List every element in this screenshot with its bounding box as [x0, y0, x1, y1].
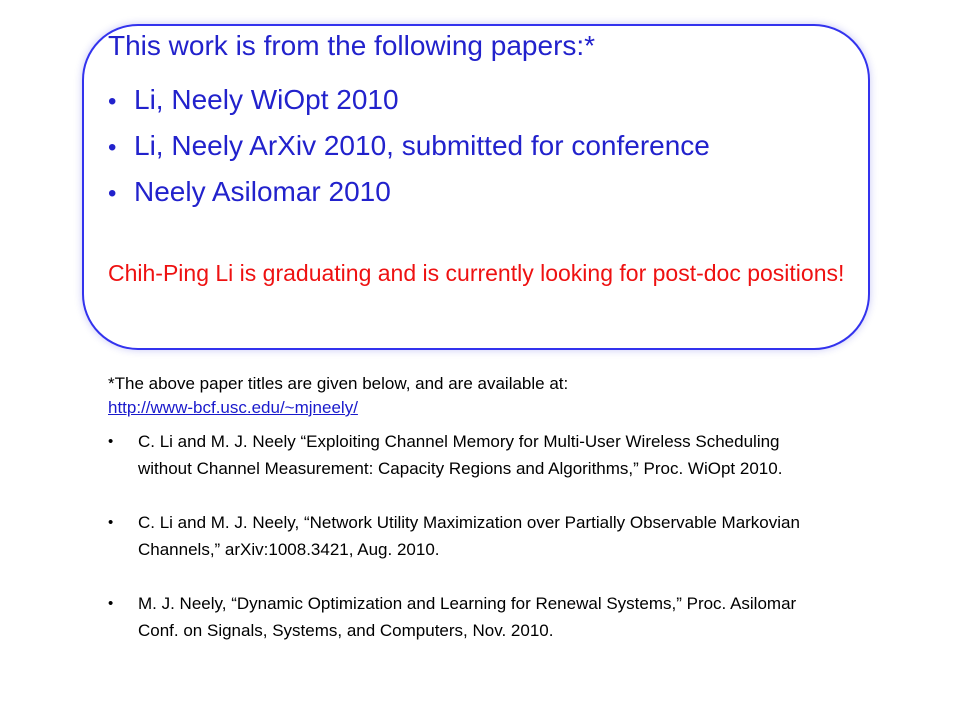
reference-text: C. Li and M. J. Neely “Exploiting Channel Memory for Multi-User Wireless Scheduling without Channel Measurement: Capacity Regions and Algorithms,” Proc. WiOpt 2010.: [138, 432, 783, 478]
footnote: [108, 372, 888, 420]
bullet-icon: •: [108, 180, 117, 207]
reference-item: [108, 509, 828, 563]
paper-item-label: Li, Neely WiOpt 2010: [134, 84, 399, 115]
graduation-notice: Chih-Ping Li is graduating and is currently looking for post-doc positions!: [108, 260, 845, 286]
reference-list: [108, 428, 828, 671]
paper-item-label: Neely Asilomar 2010: [134, 176, 391, 207]
paper-item: [108, 170, 710, 216]
bullet-icon: •: [108, 88, 117, 115]
reference-item: [108, 428, 828, 482]
footnote-text: *The above paper titles are given below, and are available at:: [108, 374, 569, 393]
reference-text: M. J. Neely, “Dynamic Optimization and Learning for Renewal Systems,” Proc. Asilomar Conf. on Signals, Systems, and Computers, Nov. 2010.: [138, 594, 797, 640]
reference-text: C. Li and M. J. Neely, “Network Utility Maximization over Partially Observable Markovian Channels,” arXiv:1008.3421, Aug. 2010.: [138, 513, 800, 559]
paper-item: [108, 124, 710, 170]
box-heading: This work is from the following papers:*: [108, 30, 596, 61]
reference-item: [108, 590, 828, 644]
bullet-icon: •: [108, 433, 114, 450]
bullet-icon: •: [108, 514, 114, 531]
paper-item: [108, 78, 710, 124]
homepage-link[interactable]: http://www-bcf.usc.edu/~mjneely/: [108, 398, 358, 417]
bullet-icon: •: [108, 595, 114, 612]
paper-item-label: Li, Neely ArXiv 2010, submitted for conference: [134, 130, 710, 161]
paper-list: [108, 78, 710, 216]
bullet-icon: •: [108, 134, 117, 161]
